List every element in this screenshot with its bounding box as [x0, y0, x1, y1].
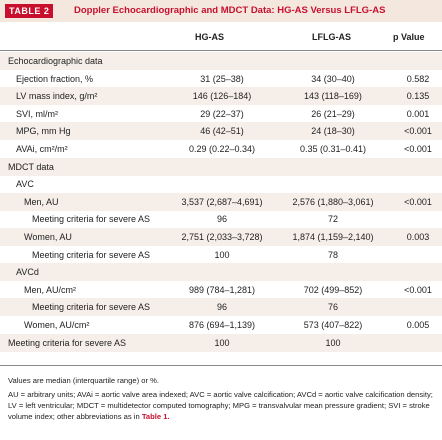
row-label: AVCd	[16, 267, 39, 278]
hg-as-value: 100	[214, 249, 230, 260]
row-label: Women, AU/cm²	[24, 320, 90, 330]
lflg-as-value: 76	[327, 302, 338, 313]
hg-as-value: 3,537 (2,687–4,691)	[181, 196, 263, 207]
lflg-as-value: 78	[327, 249, 338, 260]
table-number-badge: TABLE 2	[5, 4, 53, 18]
p-value: 0.001	[406, 108, 430, 119]
row-label: AVAi, cm²/m²	[16, 144, 68, 154]
column-header-p-value: p Value	[393, 32, 425, 42]
p-value: <0.001	[404, 126, 432, 137]
row-label: Meeting criteria for severe AS	[32, 249, 151, 260]
p-value: <0.001	[404, 196, 432, 207]
lflg-as-value: 143 (118–169)	[304, 91, 362, 102]
row-label: Meeting criteria for severe AS	[8, 337, 127, 348]
footnote-abbreviations-text: AU = arbitrary units; AVAi = aortic valve area indexed; AVC = aortic valve calcification; AVCd = aortic valve calcification density; LV = left ventricular; MDCT = multidetector computed tomography; MPG = transvalvular mean pressure gradient; SVI = stroke volume index; other abbreviations as in	[8, 390, 433, 421]
hg-as-value: 0.29 (0.22–0.34)	[188, 144, 256, 154]
row-label: LV mass index, g/m²	[16, 91, 98, 102]
row-label: SVI, ml/m²	[16, 108, 58, 119]
p-value: <0.001	[404, 144, 432, 154]
table-1-link[interactable]: Table 1.	[141, 412, 170, 421]
lflg-as-value: 26 (21–29)	[311, 108, 355, 119]
row-label: Meeting criteria for severe AS	[32, 214, 151, 225]
bottom-rule	[0, 365, 442, 366]
p-value: 0.135	[406, 91, 430, 102]
lflg-as-value: 100	[325, 337, 341, 348]
table-row	[0, 193, 442, 211]
row-label: MDCT data	[8, 161, 54, 172]
row-label: Men, AU	[24, 196, 59, 207]
row-label: AVC	[16, 179, 34, 190]
table-row	[0, 263, 442, 281]
row-label: Echocardiographic data	[8, 56, 103, 66]
hg-as-value: 46 (42–51)	[200, 126, 244, 137]
table-row	[0, 70, 442, 88]
hg-as-value: 96	[216, 214, 227, 225]
hg-as-value: 100	[214, 337, 230, 348]
table-row	[0, 281, 442, 299]
column-header-lflg-as: LFLG-AS	[312, 32, 351, 42]
lflg-as-value: 34 (30–40)	[311, 73, 355, 84]
footnote-values: Values are median (interquartile range) or %.	[8, 376, 159, 385]
lflg-as-value: 72	[327, 214, 338, 225]
p-value: 0.003	[406, 232, 430, 242]
row-label: Men, AU/cm²	[24, 284, 77, 295]
table-row	[0, 210, 442, 228]
table-title-bar	[0, 0, 442, 22]
table-row	[0, 140, 442, 158]
hg-as-value: 31 (25–38)	[200, 73, 244, 84]
table-row	[0, 105, 442, 123]
hg-as-value: 2,751 (2,033–3,728)	[181, 232, 263, 242]
p-value: <0.001	[404, 284, 432, 295]
row-label: Meeting criteria for severe AS	[32, 302, 151, 313]
hg-as-value: 146 (126–184)	[192, 91, 252, 102]
p-value: 0.582	[406, 73, 430, 84]
table-row	[0, 122, 442, 140]
row-label: MPG, mm Hg	[16, 126, 71, 137]
table-row	[0, 246, 442, 264]
lflg-as-value: 24 (18–30)	[311, 126, 355, 137]
table-title: Doppler Echocardiographic and MDCT Data: HG-AS Versus LFLG-AS	[74, 5, 386, 16]
p-value: 0.005	[406, 320, 430, 330]
lflg-as-value: 702 (499–852)	[303, 284, 363, 295]
lflg-as-value: 0.35 (0.31–0.41)	[299, 144, 367, 154]
row-label: Ejection fraction, %	[16, 73, 94, 84]
table-row	[0, 175, 442, 193]
row-label: Women, AU	[24, 232, 72, 242]
table-row	[0, 158, 442, 176]
table-row	[0, 228, 442, 246]
table-row	[0, 52, 442, 70]
hg-as-value: 96	[216, 302, 227, 313]
table-row	[0, 316, 442, 334]
table-row	[0, 298, 442, 316]
lflg-as-value: 573 (407–822)	[303, 320, 363, 330]
table-row	[0, 334, 442, 352]
column-header-hg-as: HG-AS	[195, 32, 224, 42]
hg-as-value: 989 (784–1,281)	[188, 284, 256, 295]
lflg-as-value: 1,874 (1,159–2,140)	[292, 232, 374, 242]
table-row	[0, 87, 442, 105]
hg-as-value: 29 (22–37)	[200, 108, 244, 119]
lflg-as-value: 2,576 (1,880–3,061)	[292, 196, 374, 207]
header-rule	[0, 50, 442, 51]
footnote-abbreviations	[8, 389, 436, 422]
hg-as-value: 876 (694–1,139)	[188, 320, 256, 330]
